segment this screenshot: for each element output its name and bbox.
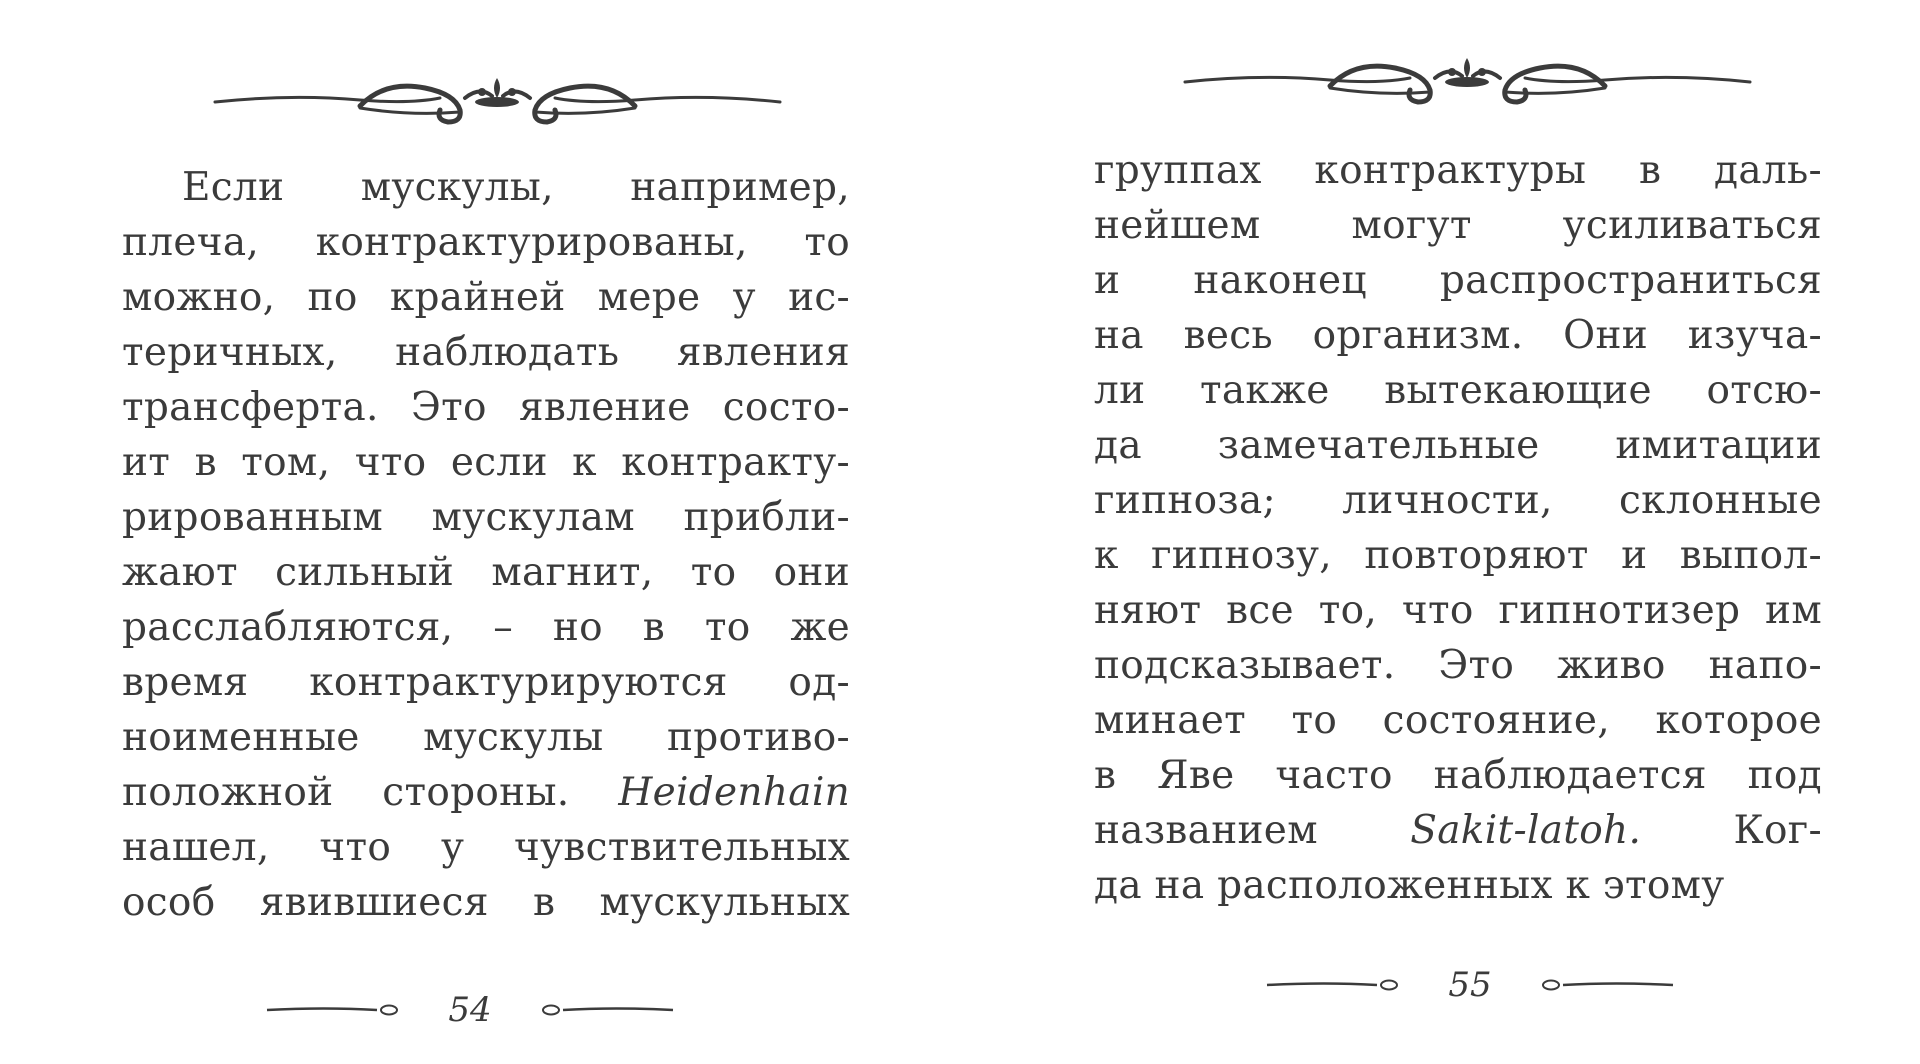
text-line: к гипнозу, повторяют и выпол- bbox=[1094, 533, 1822, 578]
text-segment: названием bbox=[1094, 808, 1318, 853]
page-number: 55 bbox=[1448, 965, 1492, 1005]
footer-flourish-icon bbox=[1535, 977, 1675, 993]
text-line: трансферта. Это явление состо- bbox=[122, 385, 850, 430]
text-line: на весь организм. Они изуча- bbox=[1094, 313, 1822, 358]
header-ornament-icon bbox=[1180, 50, 1755, 120]
text-line: особ явившиеся в мускульных bbox=[122, 880, 850, 925]
text-line: в Яве часто наблюдается под bbox=[1094, 753, 1822, 798]
text-line: жают сильный магнит, то они bbox=[122, 550, 850, 595]
text-line: рированным мускулам прибли- bbox=[122, 495, 850, 540]
text-line: расслабляются, – но в то же bbox=[122, 605, 850, 650]
text-line-with-italic bbox=[122, 765, 850, 820]
text-segment: положной стороны. bbox=[122, 770, 570, 815]
text-line: ит в том, что если к контракту- bbox=[122, 440, 850, 485]
left-page-text bbox=[122, 160, 850, 930]
footer-flourish-icon bbox=[535, 1002, 675, 1018]
text-line: Если мускулы, например, bbox=[182, 165, 850, 210]
header-ornament-icon bbox=[210, 70, 785, 140]
text-line: нейшем могут усиливаться bbox=[1094, 203, 1822, 248]
right-page-footer bbox=[1265, 965, 1675, 1005]
text-line: плеча, контрактурированы, то bbox=[122, 220, 850, 265]
text-line-with-italic bbox=[1094, 803, 1822, 858]
text-segment: Ког- bbox=[1733, 808, 1822, 853]
text-line: да на расположенных к этому bbox=[1094, 863, 1725, 908]
text-line: нашел, что у чувствительных bbox=[122, 825, 850, 870]
italic-name: Heidenhain bbox=[618, 770, 850, 815]
text-line: теричных, наблюдать явления bbox=[122, 330, 850, 375]
text-line: ли также вытекающие отсю- bbox=[1094, 368, 1822, 413]
text-line: ноименные мускулы противо- bbox=[122, 715, 850, 760]
text-line: группах контрактуры в даль- bbox=[1094, 148, 1822, 193]
text-line: и наконец распространиться bbox=[1094, 258, 1822, 303]
text-line: гипноза; личности, склонные bbox=[1094, 478, 1822, 523]
text-line: минает то состояние, которое bbox=[1094, 698, 1822, 743]
text-line: можно, по крайней мере у ис- bbox=[122, 275, 850, 320]
text-line: да замечательные имитации bbox=[1094, 423, 1822, 468]
right-page-text bbox=[1094, 143, 1822, 913]
text-line: подсказывает. Это живо напо- bbox=[1094, 643, 1822, 688]
page-number: 54 bbox=[448, 990, 492, 1030]
text-line: время контрактурируются од- bbox=[122, 660, 850, 705]
italic-term: Sakit-latoh. bbox=[1410, 808, 1642, 853]
right-page bbox=[960, 0, 1920, 1064]
left-page-footer bbox=[265, 990, 675, 1030]
text-line: няют все то, что гипнотизер им bbox=[1094, 588, 1822, 633]
